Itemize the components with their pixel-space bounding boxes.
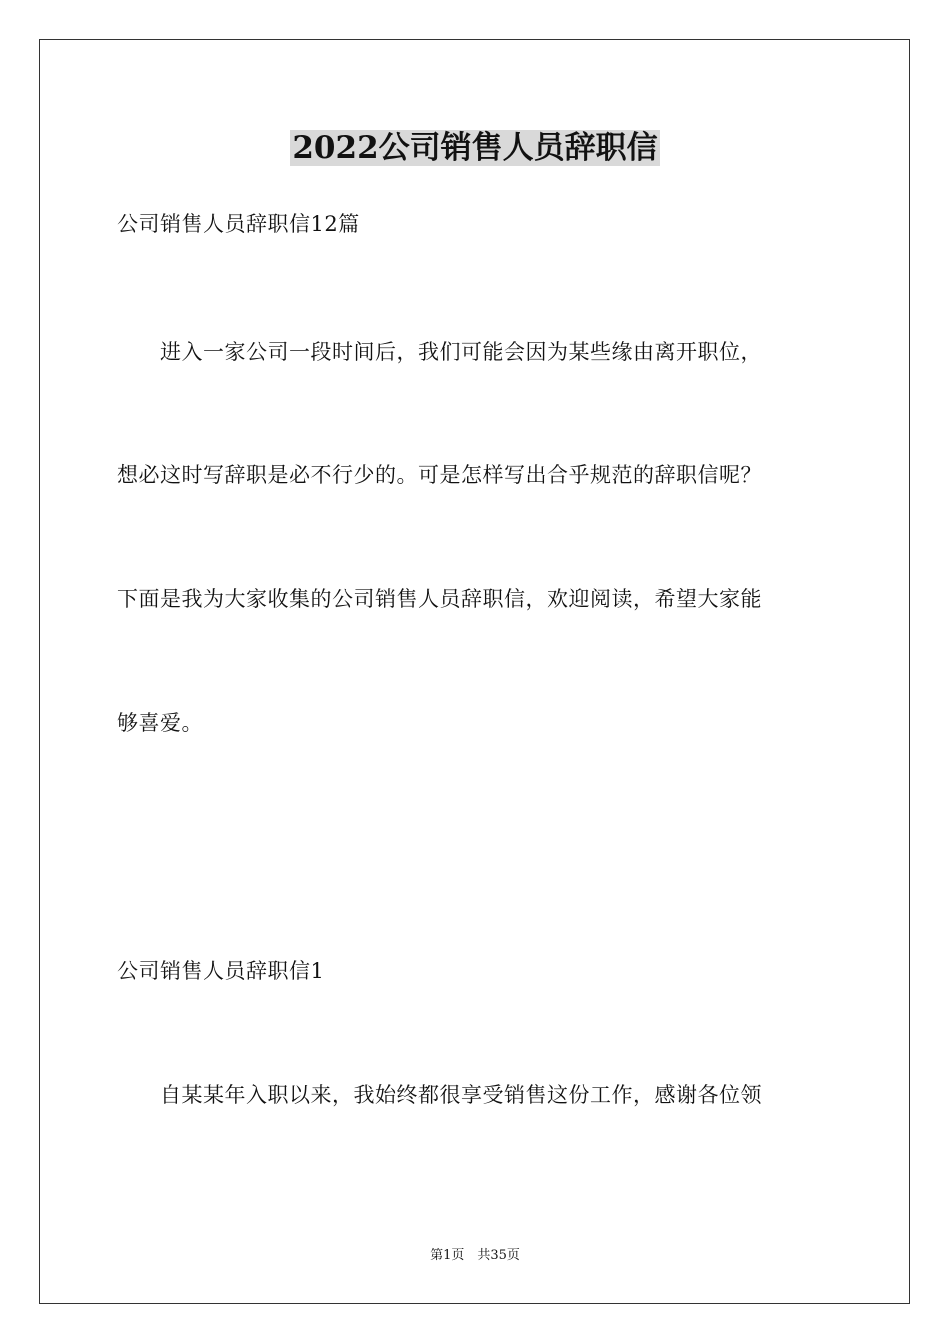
document-title: [0, 128, 950, 168]
document-subtitle: 公司销售人员辞职信12篇: [117, 212, 360, 236]
section-heading: 公司销售人员辞职信1: [117, 959, 325, 983]
section-paragraph-line: 自某某年入职以来，我始终都很享受销售这份工作，感谢各位领: [117, 1083, 762, 1107]
intro-paragraph-line: 进入一家公司一段时间后，我们可能会因为某些缘由离开职位，: [117, 340, 762, 364]
intro-paragraph-line: 够喜爱。: [117, 711, 203, 735]
intro-paragraph-line: 下面是我为大家收集的公司销售人员辞职信，欢迎阅读，希望大家能: [117, 587, 762, 611]
page-number-footer: 第1页 共35页: [430, 1248, 520, 1263]
intro-paragraph-line: 想必这时写辞职是必不行少的。可是怎样写出合乎规范的辞职信呢？: [117, 463, 762, 487]
document-title-text: 2022公司销售人员辞职信: [292, 130, 658, 166]
